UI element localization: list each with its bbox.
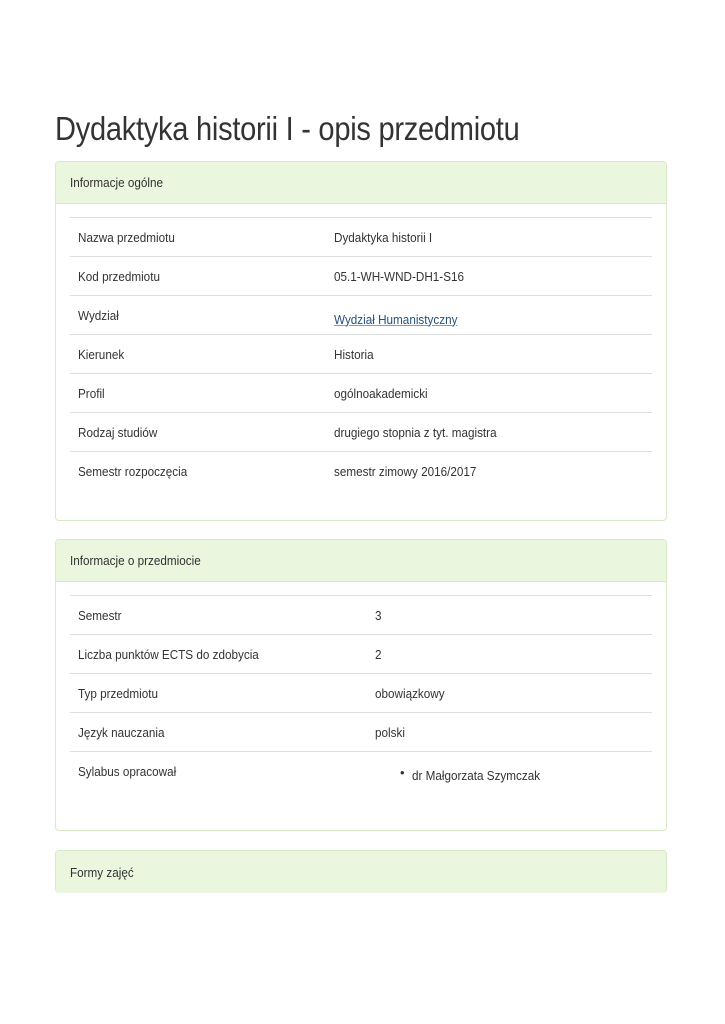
row-value bbox=[367, 713, 652, 752]
row-value bbox=[326, 296, 652, 335]
row-label bbox=[70, 596, 367, 635]
table-row bbox=[70, 635, 652, 674]
faculty-link[interactable]: Wydział Humanistyczny bbox=[334, 311, 458, 327]
course-info-body bbox=[56, 582, 666, 790]
class-forms-heading-label: Formy zajęć bbox=[70, 864, 134, 880]
table-row bbox=[70, 374, 652, 413]
row-label-text: Kod przedmiotu bbox=[78, 268, 160, 284]
course-info-heading bbox=[56, 540, 666, 582]
row-value bbox=[326, 335, 652, 374]
row-label-text: Liczba punktów ECTS do zdobycia bbox=[78, 646, 259, 662]
row-value bbox=[326, 374, 652, 413]
course-info-heading-label: Informacje o przedmiocie bbox=[70, 553, 201, 568]
row-value bbox=[326, 452, 652, 491]
field-of-study-value: Historia bbox=[334, 346, 374, 362]
row-label bbox=[70, 296, 326, 335]
course-type-value: obowiązkowy bbox=[375, 685, 445, 701]
page-title: Dydaktyka historii I - opis przedmiotu bbox=[55, 110, 520, 147]
ects-value: 2 bbox=[375, 646, 382, 662]
class-forms-panel bbox=[55, 850, 667, 893]
profile-value: ogólnoakademicki bbox=[334, 385, 428, 401]
table-row bbox=[70, 713, 652, 752]
table-row bbox=[70, 413, 652, 452]
row-value bbox=[367, 596, 652, 635]
table-row bbox=[70, 596, 652, 635]
table-row bbox=[70, 752, 652, 791]
row-label bbox=[70, 635, 367, 674]
row-label bbox=[70, 257, 326, 296]
general-info-heading bbox=[56, 162, 666, 204]
row-label-text: Wydział bbox=[78, 307, 119, 323]
course-code-value: 05.1-WH-WND-DH1-S16 bbox=[334, 268, 465, 284]
general-info-table bbox=[70, 217, 652, 490]
row-label-text: Nazwa przedmiotu bbox=[78, 229, 175, 245]
start-semester-value: semestr zimowy 2016/2017 bbox=[334, 463, 477, 479]
row-label-text: Profil bbox=[78, 385, 105, 401]
semester-value: 3 bbox=[375, 607, 382, 623]
row-value bbox=[367, 674, 652, 713]
syllabus-authors-list bbox=[375, 764, 644, 783]
row-label bbox=[70, 752, 367, 791]
author-name: dr Małgorzata Szymczak bbox=[412, 767, 541, 783]
table-row bbox=[70, 674, 652, 713]
course-name-value: Dydaktyka historii I bbox=[334, 229, 433, 245]
study-type-value: drugiego stopnia z tyt. magistra bbox=[334, 424, 497, 440]
general-info-heading-label: Informacje ogólne bbox=[70, 175, 164, 190]
row-label bbox=[70, 674, 367, 713]
table-row bbox=[70, 218, 652, 257]
list-item bbox=[400, 764, 644, 783]
general-info-panel bbox=[55, 161, 667, 521]
class-forms-heading bbox=[56, 851, 666, 893]
bullet-icon: • bbox=[400, 764, 405, 780]
row-value bbox=[367, 635, 652, 674]
row-value bbox=[326, 257, 652, 296]
table-row bbox=[70, 452, 652, 491]
row-label bbox=[70, 713, 367, 752]
row-label-text: Język nauczania bbox=[78, 724, 165, 740]
row-value bbox=[326, 218, 652, 257]
table-row bbox=[70, 335, 652, 374]
language-value: polski bbox=[375, 724, 405, 740]
row-value bbox=[326, 413, 652, 452]
row-label-text: Kierunek bbox=[78, 346, 125, 362]
row-label-text: Rodzaj studiów bbox=[78, 424, 158, 440]
general-info-body bbox=[56, 204, 666, 490]
row-label-text: Sylabus opracował bbox=[78, 763, 177, 779]
row-label-text: Typ przedmiotu bbox=[78, 685, 158, 701]
row-label-text: Semestr rozpoczęcia bbox=[78, 463, 188, 479]
row-label bbox=[70, 374, 326, 413]
row-label bbox=[70, 218, 326, 257]
course-info-panel bbox=[55, 539, 667, 831]
course-info-table bbox=[70, 595, 652, 790]
table-row bbox=[70, 296, 652, 335]
row-value bbox=[367, 752, 652, 791]
row-label bbox=[70, 452, 326, 491]
row-label bbox=[70, 413, 326, 452]
row-label-text: Semestr bbox=[78, 607, 122, 623]
row-label bbox=[70, 335, 326, 374]
table-row bbox=[70, 257, 652, 296]
